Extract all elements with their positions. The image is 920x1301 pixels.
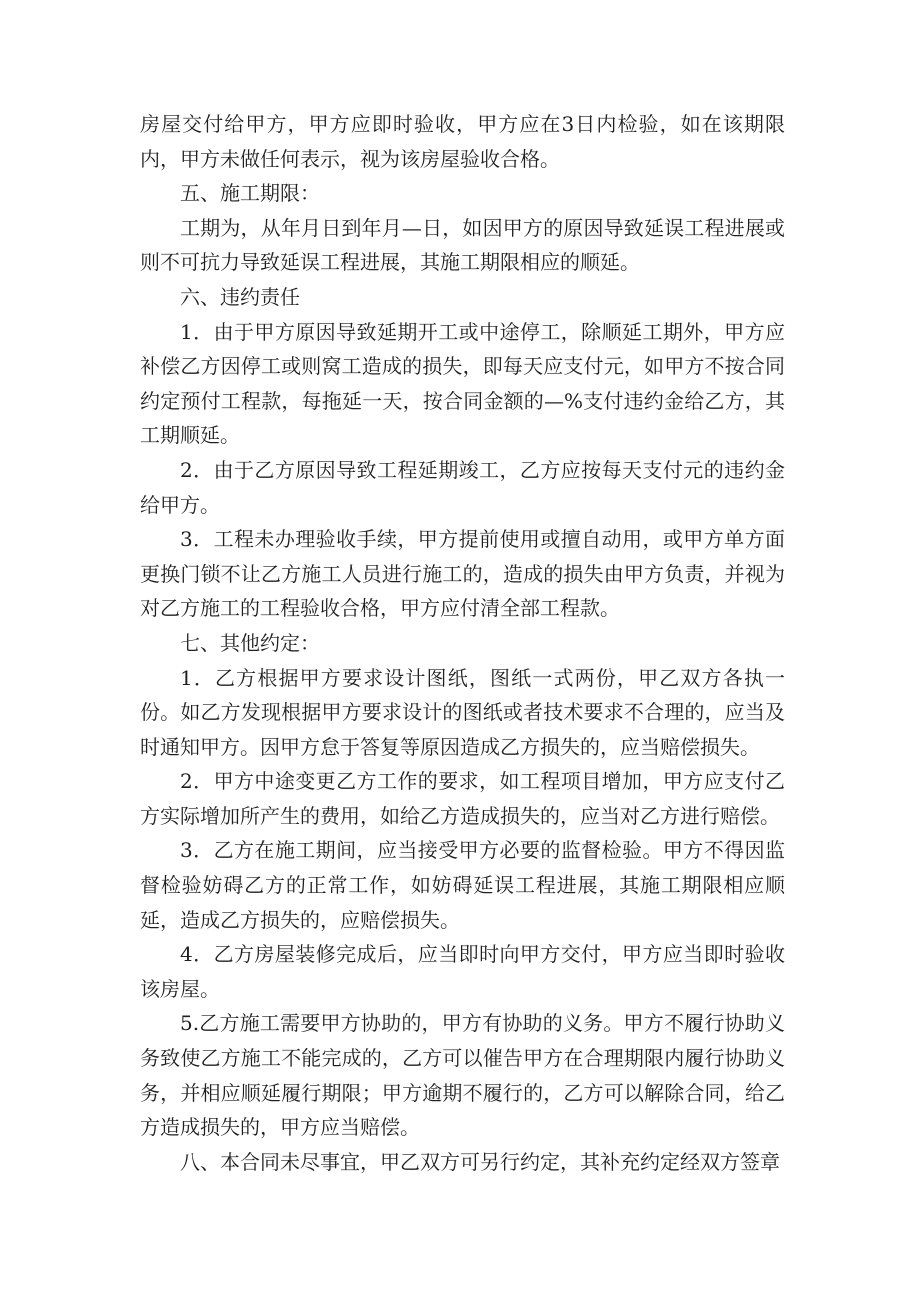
paragraph-2: 五、施工期限： (180, 181, 320, 206)
paragraph-14: 八、本合同未尽事宜，甲乙双方可另行约定，其补充约定经双方签章 (180, 1149, 780, 1174)
document-body (140, 107, 785, 1179)
paragraph-4: 六、违约责任 (180, 284, 300, 309)
paragraph-7: 3．工程未办理验收手续，甲方提前使用或擅自动用，或甲方单方面更换门锁不让乙方施工人员进行施工的，造成的损失由甲方负责，并视为对乙方施工的工程验收合格，甲方应付清全部工程款。 (140, 527, 785, 621)
paragraph-9: 1．乙方根据甲方要求设计图纸，图纸一式两份，甲乙双方各执一份。如乙方发现根据甲方要求设计的图纸或者技术要求不合理的，应当及时通知甲方。因甲方怠于答复等原因造成乙方损失的，应当赔偿损失。 (140, 665, 785, 759)
paragraph-3: 工期为，从年月日到年月—日，如因甲方的原因导致延误工程进展或则不可抗力导致延误工程进展，其施工期限相应的顺延。 (140, 215, 785, 275)
paragraph-12: 4．乙方房屋装修完成后，应当即时向甲方交付，甲方应当即时验收该房屋。 (140, 942, 785, 1001)
paragraph-1: 房屋交付给甲方，甲方应即时验收，甲方应在3日内检验，如在该期限内，甲方未做任何表示，视为该房屋验收合格。 (140, 112, 785, 171)
paragraph-11: 3．乙方在施工期间，应当接受甲方必要的监督检验。甲方不得因监督检验妨碍乙方的正常工作，如妨碍延误工程进展，其施工期限相应顺延，造成乙方损失的，应赔偿损失。 (140, 838, 785, 932)
paragraph-8: 七、其他约定： (180, 630, 320, 655)
paragraph-5: 1．由于甲方原因导致延期开工或中途停工，除顺延工期外，甲方应补偿乙方因停工或则窝工造成的损失，即每天应支付元，如甲方不按合同约定预付工程款，每拖延一天，按合同金额的—%支付违约金给乙方，其工期顺延。 (140, 319, 785, 448)
paragraph-13: 5.乙方施工需要甲方协助的，甲方有协助的义务。甲方不履行协助义务致使乙方施工不能完成的，乙方可以催告甲方在合理期限内履行协助义务，并相应顺延履行期限；甲方逾期不履行的，乙方可以解除合同，给乙方造成损失的，甲方应当赔偿。 (140, 1011, 785, 1140)
paragraph-10: 2．甲方中途变更乙方工作的要求，如工程项目增加，甲方应支付乙方实际增加所产生的费用，如给乙方造成损失的，应当对乙方进行赔偿。 (140, 769, 785, 828)
paragraph-6: 2．由于乙方原因导致工程延期竣工，乙方应按每天支付元的违约金给甲方。 (140, 457, 785, 517)
